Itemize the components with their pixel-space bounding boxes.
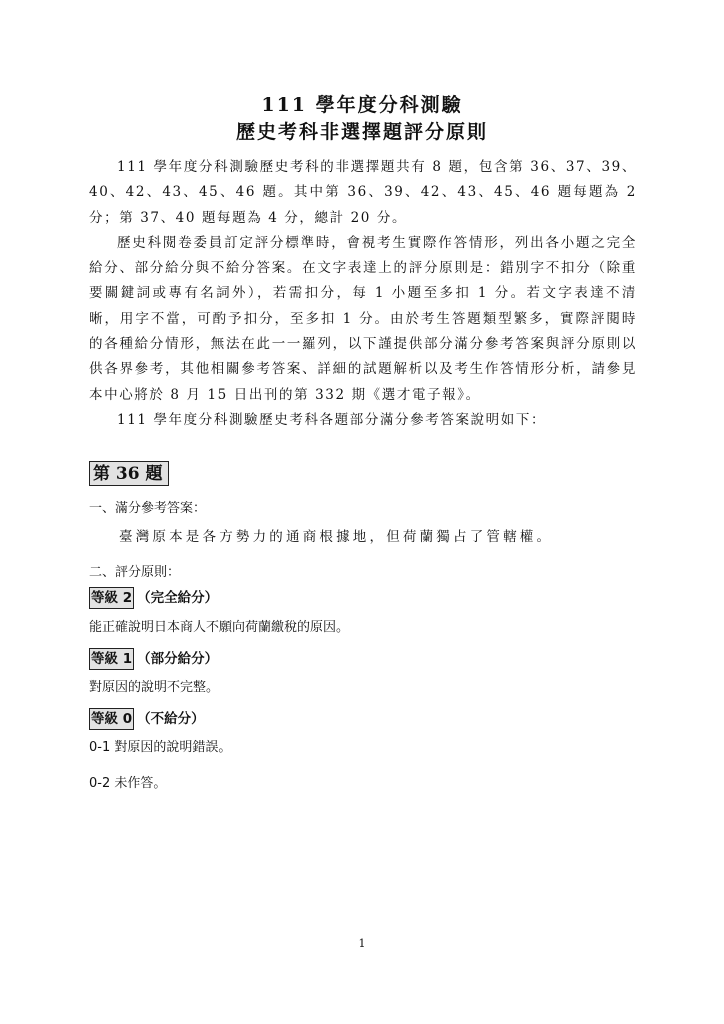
intro-paragraph-3: 111 學年度分科測驗歷史考科各題部分滿分參考答案說明如下： bbox=[117, 411, 547, 428]
level-1-note: （部分給分） bbox=[137, 651, 219, 667]
level-0-label: 等級 0 bbox=[89, 708, 134, 730]
level-2-description: 能正確說明日本商人不願向荷蘭繳稅的原因。 bbox=[89, 620, 350, 635]
page-number: 1 bbox=[358, 937, 366, 950]
level-2-heading bbox=[89, 587, 218, 609]
level-1-description: 對原因的說明不完整。 bbox=[89, 680, 220, 695]
level-0-description-2: 0-2 未作答。 bbox=[89, 776, 167, 791]
level-2-note: （完全給分） bbox=[137, 590, 219, 606]
scoring-principle-label: 二、評分原則： bbox=[89, 565, 181, 580]
full-score-answer-text: 臺灣原本是各方勢力的通商根據地，但荷蘭獨占了管轄權。 bbox=[119, 529, 554, 545]
level-0-heading bbox=[89, 708, 205, 730]
level-1-label: 等級 1 bbox=[89, 648, 134, 670]
level-1-heading bbox=[89, 648, 218, 670]
full-score-answer-label: 一、滿分參考答案： bbox=[89, 501, 207, 516]
document-title-line2: 歷史考科非選擇題評分原則 bbox=[235, 121, 488, 143]
intro-paragraph-2: 歷史科閱卷委員訂定評分標準時，會視考生實際作答情形，列出各小題之完全給分、部分給分與不給分答案。在文字表達上的評分原則是：錯別字不扣分（除重要關鍵詞或專有名詞外），若需扣分，每 1 小題至多扣 1 分。若文字表達不清晰，用字不當，可酌予扣分，至多扣 1 分。由於考生答題類型繁多，實際評閱時的各種給分情形，無法在此一一羅列，以下謹提供部分滿分參考答案與評分原則以供各界參考，其他相關參考答案、詳細的試題解析以及考生作答情形分析，請參見本中心將於 8 月 15 日出刊的第 332 期《選才電子報》。 bbox=[89, 234, 637, 403]
level-0-note: （不給分） bbox=[137, 711, 205, 727]
intro-section bbox=[89, 155, 637, 433]
document-title-line1: 111 學年度分科測驗 bbox=[261, 94, 463, 116]
question-heading: 第 36 題 bbox=[89, 461, 169, 486]
level-0-description-1: 0-1 對原因的說明錯誤。 bbox=[89, 740, 232, 755]
level-2-label: 等級 2 bbox=[89, 587, 134, 609]
intro-paragraph-1: 111 學年度分科測驗歷史考科的非選擇題共有 8 題，包含第 36、37、39、40、42、43、45、46 題。其中第 36、39、42、43、45、46 題每題為 2 分；第 37、40 題每題為 4 分，總計 20 分。 bbox=[89, 159, 637, 226]
